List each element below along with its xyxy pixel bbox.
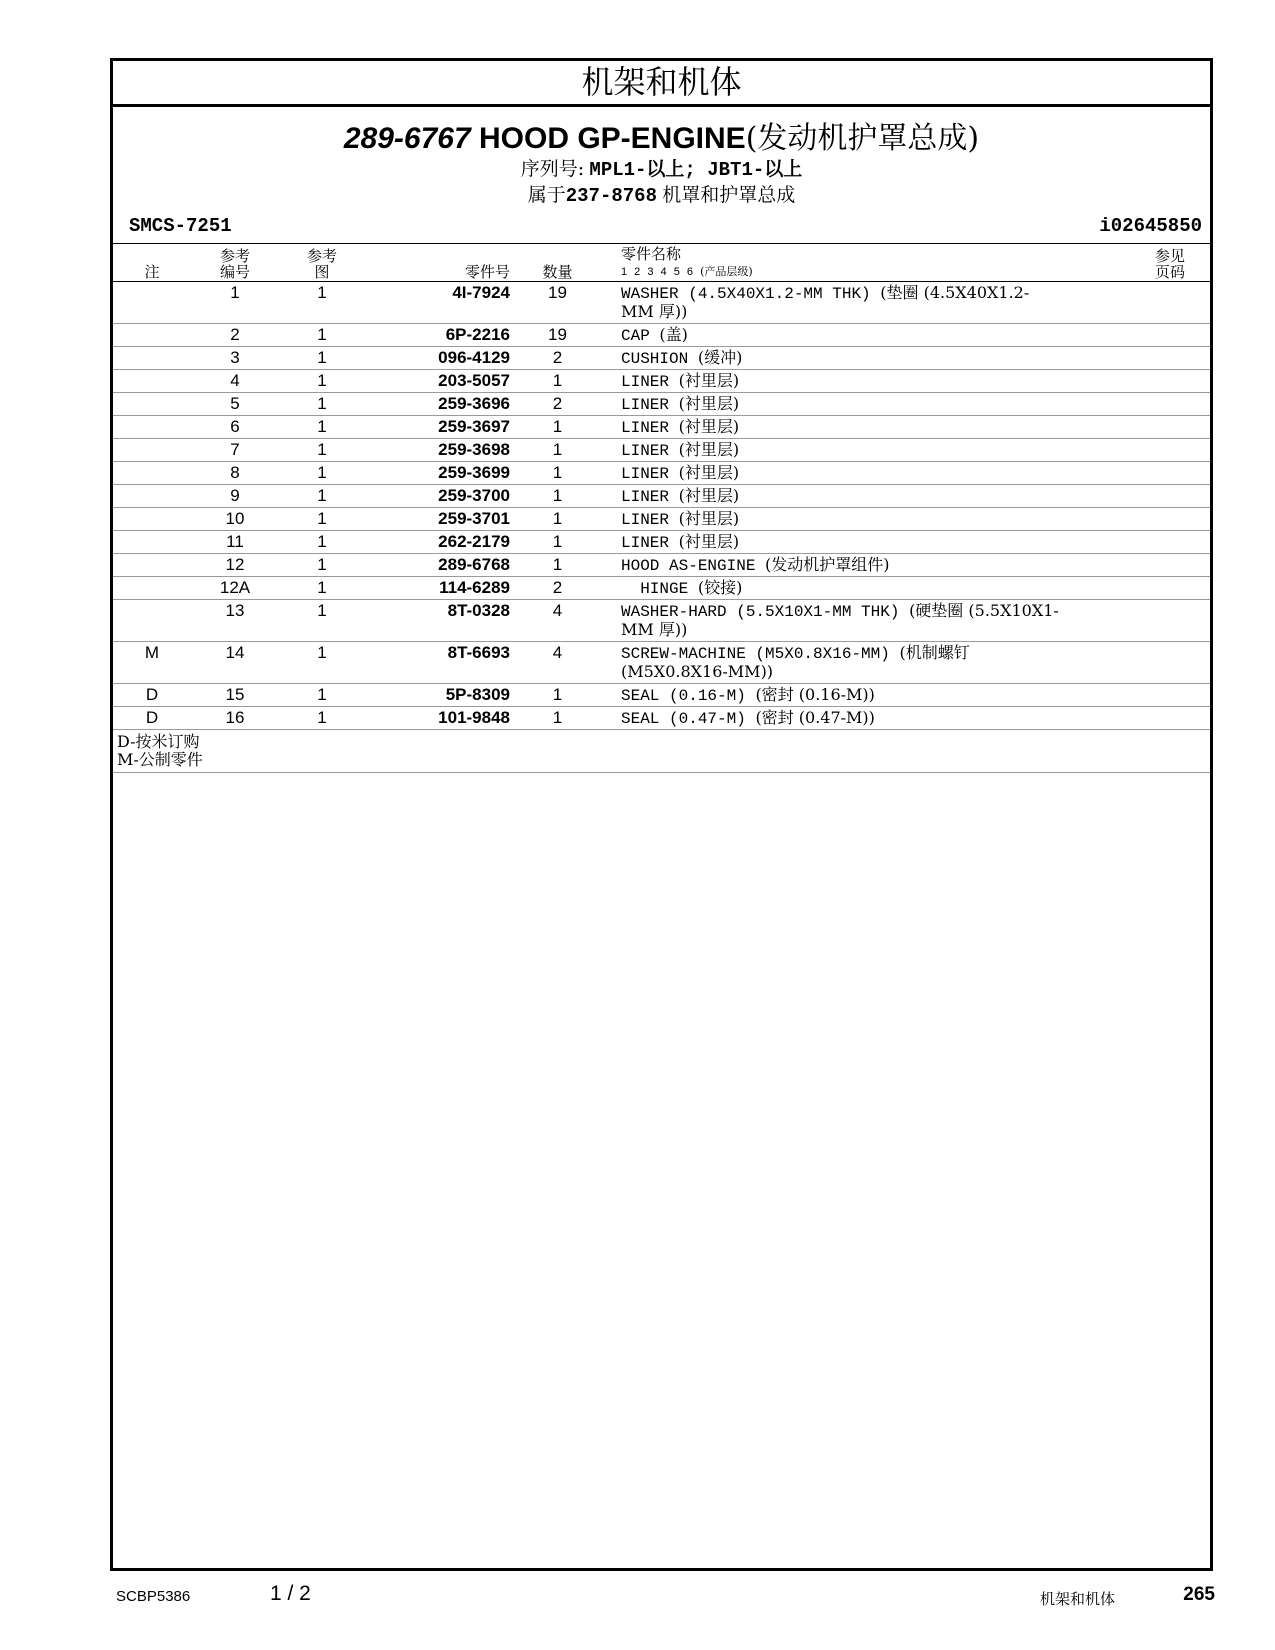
row-quantity: 4 [510, 642, 605, 684]
row-part-name [605, 531, 1130, 554]
row-part-name-en: LINER [621, 488, 670, 506]
row-ref-figure: 1 [279, 393, 365, 416]
row-part-number: 5P-8309 [365, 684, 510, 707]
table-row [113, 393, 1210, 416]
row-ref-figure: 1 [279, 462, 365, 485]
row-quantity: 19 [510, 282, 605, 324]
row-ref-figure: 1 [279, 531, 365, 554]
row-note [113, 462, 191, 485]
part-cn-name: (发动机护罩总成) [745, 121, 980, 156]
row-note: D [113, 684, 191, 707]
row-ref-number: 5 [191, 393, 279, 416]
row-ref-figure: 1 [279, 370, 365, 393]
belongs-part-number: 237-8768 [565, 185, 657, 207]
table-header-row [113, 244, 1210, 282]
footer-page-number: 265 [1183, 1584, 1215, 1605]
row-quantity: 2 [510, 393, 605, 416]
row-part-number: 8T-6693 [365, 642, 510, 684]
row-ref-figure: 1 [279, 416, 365, 439]
row-part-name-en: HINGE [621, 580, 689, 598]
row-note [113, 324, 191, 347]
row-part-name-en: HOOD AS-ENGINE [621, 557, 756, 575]
table-row [113, 347, 1210, 370]
row-part-name-cn: (衬里层) [678, 417, 740, 436]
serial-label: 序列号: [520, 158, 585, 180]
belongs-prefix: 属于 [527, 184, 566, 206]
row-part-number: 259-3697 [365, 416, 510, 439]
table-row [113, 324, 1210, 347]
row-part-name [605, 600, 1130, 642]
row-ref-figure: 1 [279, 684, 365, 707]
row-part-number: 203-5057 [365, 370, 510, 393]
col-ref: 参考 编号 [191, 244, 279, 282]
row-ref-number: 8 [191, 462, 279, 485]
row-part-number: 259-3700 [365, 485, 510, 508]
row-ref-figure: 1 [279, 707, 365, 730]
row-see-page [1130, 370, 1210, 393]
row-ref-number: 12A [191, 577, 279, 600]
page-footer [0, 1582, 1275, 1612]
row-see-page [1130, 531, 1210, 554]
row-ref-figure: 1 [279, 554, 365, 577]
level-note: (产品层级) [700, 265, 753, 278]
row-part-name [605, 324, 1130, 347]
row-note [113, 347, 191, 370]
belongs-name: 机罩和护罩总成 [662, 184, 796, 206]
table-row [113, 642, 1210, 684]
table-row [113, 370, 1210, 393]
row-part-name-en: CUSHION [621, 350, 689, 368]
row-part-name-en: LINER [621, 419, 670, 437]
row-ref-figure: 1 [279, 282, 365, 324]
row-part-number: 8T-0328 [365, 600, 510, 642]
row-ref-number: 13 [191, 600, 279, 642]
row-see-page [1130, 684, 1210, 707]
row-note: M [113, 642, 191, 684]
row-see-page [1130, 642, 1210, 684]
row-quantity: 1 [510, 439, 605, 462]
row-part-name [605, 642, 1130, 684]
section-title: 机架和机体 [113, 61, 1210, 107]
row-part-name [605, 439, 1130, 462]
row-see-page [1130, 324, 1210, 347]
table-row [113, 508, 1210, 531]
col-name: 零件名称 1 2 3 4 5 6 (产品层级) [605, 244, 1130, 282]
row-ref-number: 14 [191, 642, 279, 684]
row-quantity: 1 [510, 508, 605, 531]
footer-section: 机架和机体 [1039, 1590, 1115, 1608]
row-part-name [605, 554, 1130, 577]
table-row [113, 282, 1210, 324]
footer-doc-code: SCBP5386 [116, 1588, 191, 1605]
row-part-name [605, 707, 1130, 730]
row-ref-number: 4 [191, 370, 279, 393]
parts-table [113, 244, 1210, 730]
row-quantity: 1 [510, 707, 605, 730]
row-part-name-cn: (衬里层) [678, 440, 740, 459]
row-part-name-cn: (缓冲) [697, 348, 743, 367]
col-qty: 数量 [510, 244, 605, 282]
row-part-name-cn: (衬里层) [678, 532, 740, 551]
row-quantity: 1 [510, 554, 605, 577]
row-note [113, 282, 191, 324]
row-part-name-en: LINER [621, 396, 670, 414]
row-part-name-cn: (衬里层) [678, 371, 740, 390]
row-part-name-en: LINER [621, 373, 670, 391]
row-ref-number: 10 [191, 508, 279, 531]
row-see-page [1130, 485, 1210, 508]
row-see-page [1130, 282, 1210, 324]
row-part-name-cn: (铰接) [697, 578, 743, 597]
row-quantity: 1 [510, 462, 605, 485]
row-ref-number: 15 [191, 684, 279, 707]
row-see-page [1130, 577, 1210, 600]
row-quantity: 19 [510, 324, 605, 347]
row-part-name-en: SEAL (0.47-M) [621, 710, 746, 728]
row-note [113, 554, 191, 577]
table-row [113, 707, 1210, 730]
row-note [113, 439, 191, 462]
row-note [113, 577, 191, 600]
row-ref-number: 9 [191, 485, 279, 508]
row-part-number: 4I-7924 [365, 282, 510, 324]
notes-cell [113, 730, 1210, 773]
row-part-name [605, 393, 1130, 416]
row-ref-number: 2 [191, 324, 279, 347]
row-part-name-cn: (衬里层) [678, 394, 740, 413]
row-part-name-en: SEAL (0.16-M) [621, 687, 746, 705]
note-m: M-公制零件 [117, 750, 203, 769]
row-part-name [605, 282, 1130, 324]
row-part-name [605, 508, 1130, 531]
row-part-name-cn: (硬垫圈 (5.5X10X1-MM 厚)) [621, 601, 1059, 639]
table-row [113, 531, 1210, 554]
row-part-name-cn: (盖) [659, 325, 688, 344]
row-quantity: 1 [510, 485, 605, 508]
row-part-number: 259-3698 [365, 439, 510, 462]
col-fig: 参考 图 [279, 244, 365, 282]
document-id: i02645850 [1099, 215, 1202, 237]
table-row [113, 416, 1210, 439]
serial-values: MPL1-以上; JBT1-以上 [589, 159, 803, 181]
row-ref-number: 3 [191, 347, 279, 370]
table-body [113, 282, 1210, 730]
row-part-name [605, 416, 1130, 439]
row-quantity: 1 [510, 416, 605, 439]
note-d: D-按米订购 [117, 732, 200, 751]
row-part-name-en: LINER [621, 534, 670, 552]
row-note [113, 485, 191, 508]
row-part-number: 101-9848 [365, 707, 510, 730]
row-ref-figure: 1 [279, 347, 365, 370]
row-ref-figure: 1 [279, 508, 365, 531]
row-ref-figure: 1 [279, 600, 365, 642]
belongs-line [113, 183, 1210, 209]
row-part-number: 259-3701 [365, 508, 510, 531]
notes-row [113, 730, 1210, 773]
row-part-number: 6P-2216 [365, 324, 510, 347]
row-part-name-en: LINER [621, 442, 670, 460]
level-numbers: 1 2 3 4 5 6 [621, 266, 695, 278]
row-part-name-cn: (垫圈 (4.5X40X1.2-MM 厚)) [621, 283, 1030, 321]
row-ref-figure: 1 [279, 642, 365, 684]
row-part-name-en: LINER [621, 511, 670, 529]
serial-line [113, 157, 1210, 183]
row-part-name-cn: (密封 (0.47-M)) [755, 708, 875, 727]
row-part-name [605, 577, 1130, 600]
row-see-page [1130, 347, 1210, 370]
row-see-page [1130, 393, 1210, 416]
row-note [113, 393, 191, 416]
row-ref-number: 16 [191, 707, 279, 730]
smcs-code: SMCS-7251 [129, 215, 232, 237]
row-part-number: 096-4129 [365, 347, 510, 370]
row-part-number: 259-3696 [365, 393, 510, 416]
row-see-page [1130, 554, 1210, 577]
row-ref-figure: 1 [279, 577, 365, 600]
part-number: 289-6767 [343, 122, 471, 155]
row-quantity: 1 [510, 370, 605, 393]
table-row [113, 600, 1210, 642]
row-part-name-en: LINER [621, 465, 670, 483]
row-part-name [605, 485, 1130, 508]
row-part-name-cn: (衬里层) [678, 463, 740, 482]
row-part-name [605, 370, 1130, 393]
table-row [113, 485, 1210, 508]
row-see-page [1130, 462, 1210, 485]
row-quantity: 2 [510, 347, 605, 370]
row-part-number: 289-6768 [365, 554, 510, 577]
row-see-page [1130, 439, 1210, 462]
row-ref-number: 11 [191, 531, 279, 554]
part-header [113, 121, 1210, 209]
row-note: D [113, 707, 191, 730]
row-note [113, 531, 191, 554]
row-ref-figure: 1 [279, 324, 365, 347]
row-quantity: 2 [510, 577, 605, 600]
row-part-name-cn: (机制螺钉 (M5X0.8X16-MM)) [621, 643, 970, 681]
part-name: HOOD GP-ENGINE [479, 122, 746, 155]
row-part-name-en: SCREW-MACHINE (M5X0.8X16-MM) [621, 645, 890, 663]
row-note [113, 600, 191, 642]
row-part-name-cn: (衬里层) [678, 509, 740, 528]
meta-bar [113, 209, 1210, 244]
row-quantity: 1 [510, 531, 605, 554]
row-ref-number: 1 [191, 282, 279, 324]
row-part-name-en: CAP [621, 327, 650, 345]
table-row [113, 462, 1210, 485]
row-part-number: 114-6289 [365, 577, 510, 600]
row-part-name [605, 462, 1130, 485]
col-part-number: 零件号 [365, 244, 510, 282]
row-ref-number: 6 [191, 416, 279, 439]
table-row [113, 439, 1210, 462]
row-part-number: 262-2179 [365, 531, 510, 554]
row-quantity: 4 [510, 600, 605, 642]
row-see-page [1130, 416, 1210, 439]
row-part-name [605, 684, 1130, 707]
row-see-page [1130, 508, 1210, 531]
col-note: 注 [113, 244, 191, 282]
notes-table [113, 730, 1210, 773]
footer-page-fraction: 1 / 2 [270, 1582, 311, 1605]
row-part-name-cn: (密封 (0.16-M)) [755, 685, 875, 704]
row-ref-figure: 1 [279, 485, 365, 508]
row-note [113, 370, 191, 393]
table-row [113, 554, 1210, 577]
table-row [113, 684, 1210, 707]
row-ref-number: 7 [191, 439, 279, 462]
row-part-name-cn: (衬里层) [678, 486, 740, 505]
col-see-page: 参见 页码 [1130, 244, 1210, 282]
page-frame [110, 58, 1213, 1571]
row-ref-figure: 1 [279, 439, 365, 462]
row-see-page [1130, 600, 1210, 642]
row-part-name-en: WASHER-HARD (5.5X10X1-MM THK) [621, 603, 900, 621]
row-see-page [1130, 707, 1210, 730]
row-note [113, 508, 191, 531]
row-part-name-cn: (发动机护罩组件) [765, 555, 890, 574]
row-part-number: 259-3699 [365, 462, 510, 485]
part-title [113, 121, 1210, 157]
row-note [113, 416, 191, 439]
row-ref-number: 12 [191, 554, 279, 577]
table-row [113, 577, 1210, 600]
row-quantity: 1 [510, 684, 605, 707]
row-part-name [605, 347, 1130, 370]
row-part-name-en: WASHER (4.5X40X1.2-MM THK) [621, 285, 871, 303]
